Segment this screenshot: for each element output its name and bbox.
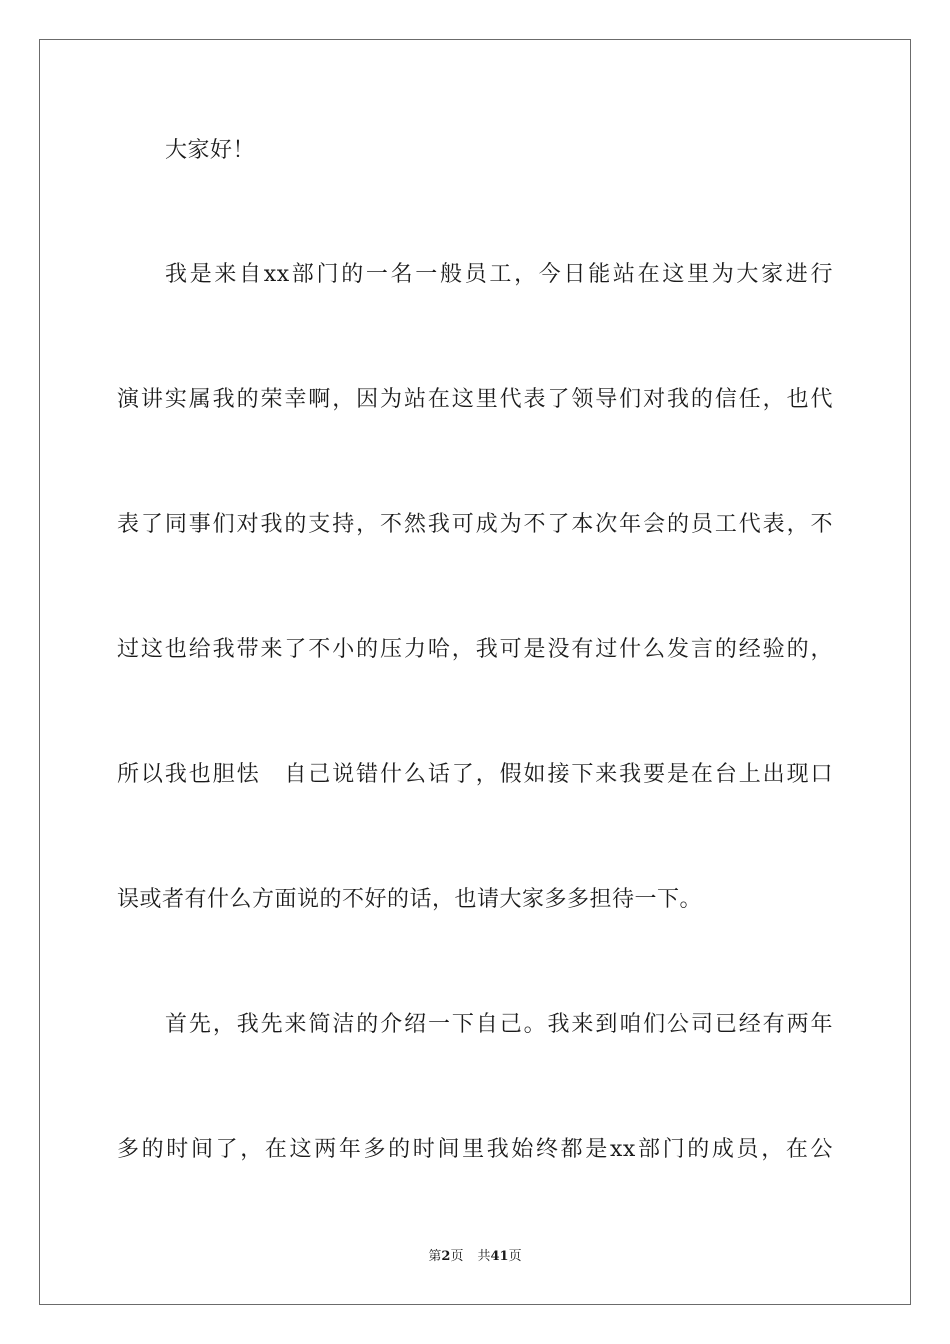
paragraph-2-line-1: 首先，我先来简洁的介绍一下自己。我来到咱们公司已经有两年 <box>165 1012 833 1037</box>
paragraph-1-line-2: 演讲实属我的荣幸啊，因为站在这里代表了领导们对我的信任，也代 <box>117 387 833 412</box>
paragraph-1-line-6: 误或者有什么方面说的不好的话，也请大家多多担待一下。 <box>117 887 703 912</box>
paragraph-1-line-3: 表了同事们对我的支持，不然我可成为不了本次年会的员工代表，不 <box>117 512 833 537</box>
page-footer <box>0 1248 950 1266</box>
paragraph-1-line-5: 所以我也胆怯 自己说错什么话了，假如接下来我要是在台上出现口 <box>117 762 833 787</box>
paragraph-1-line-4: 过这也给我带来了不小的压力哈，我可是没有过什么发言的经验的， <box>117 637 833 662</box>
paragraph-1-line-1: 我是来自xx部门的一名一般员工，今日能站在这里为大家进行 <box>165 262 833 287</box>
page-prefix: 第 <box>428 1249 442 1264</box>
page-total: 41 <box>490 1249 509 1264</box>
page-unit: 页 <box>450 1249 464 1264</box>
page-frame <box>39 39 911 1305</box>
total-prefix: 共 <box>477 1249 491 1264</box>
page-current: 2 <box>441 1249 451 1264</box>
total-unit: 页 <box>508 1249 522 1264</box>
paragraph-2-line-2: 多的时间了，在这两年多的时间里我始终都是xx部门的成员，在公 <box>117 1137 833 1162</box>
greeting-line: 大家好！ <box>165 138 256 163</box>
